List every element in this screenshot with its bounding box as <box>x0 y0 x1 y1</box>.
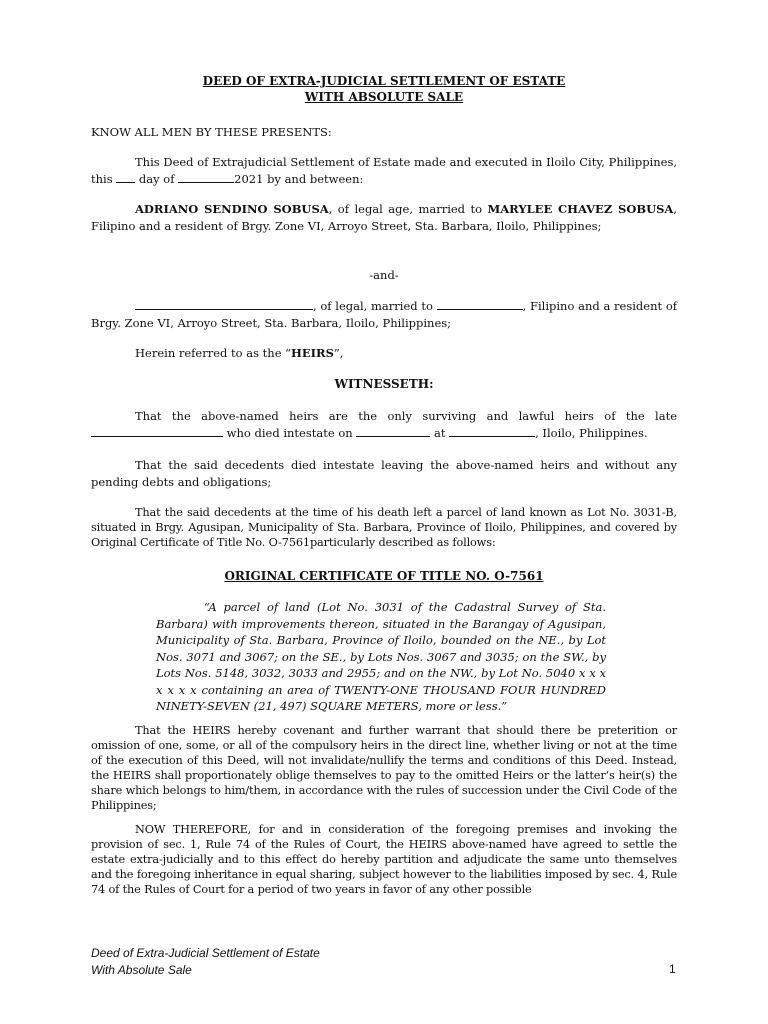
party1-paragraph <box>91 201 677 234</box>
heirs-reference <box>91 345 677 362</box>
document-title-line1: DEED OF EXTRA-JUDICIAL SETTLEMENT OF ESTATE <box>202 74 566 88</box>
witnesseth-heading: WITNESSETH: <box>334 377 434 391</box>
heirs-text-a: Herein referred to as the “ <box>135 346 292 360</box>
paragraph-heirs-of-late <box>91 408 677 441</box>
paragraph-now-therefore: NOW THEREFORE, for and in consideration of the foregoing premises and invoking the provision of sec. 1, Rule 74 of the Rules of Court, the HEIRS above-named have agreed to settle the estate extra-judicially and to this effect do hereby partition and adjudicate the same unto themselves and the foregoing inheritance in equal sharing, subject however to the liabilities imposed by sec. 4, Rule 74 of the Rules of Court for a period of two years in favor of any other possible <box>91 823 677 896</box>
party2-name-blank <box>135 298 313 310</box>
footer-title-line2: With Absolute Sale <box>91 963 192 977</box>
paragraph-parcel-of-land: That the said decedents at the time of his death left a parcel of land known as Lot No. 3031-B, situated in Brgy. Agusipan, Municipality of Sta. Barbara, Province of Iloilo, Philippines, and covered by Original Certificate of Title No. O-7561particularly described as follows: <box>91 506 677 549</box>
opening-clause: KNOW ALL MEN BY THESE PRESENTS: <box>91 125 332 139</box>
month-blank <box>178 171 234 183</box>
p1-text-b: who died intestate on <box>223 425 357 440</box>
intro-paragraph <box>91 154 677 187</box>
intro-text-a: This Deed of Extrajudicial Settlement of Estate made and executed in Iloilo City, Philippines, this <box>91 155 677 186</box>
party2-spouse-blank <box>437 298 523 310</box>
party1-text-a: , of legal age, married to <box>328 202 488 216</box>
party2-paragraph <box>91 298 677 331</box>
party1-name: ADRIANO SENDINO SOBUSA <box>135 202 329 216</box>
document-title-line2: WITH ABSOLUTE SALE <box>304 90 464 104</box>
and-separator: -and- <box>369 268 399 282</box>
oct-heading: ORIGINAL CERTIFICATE OF TITLE NO. O-7561 <box>224 569 544 583</box>
party2-text-a: , of legal, married to <box>313 299 437 313</box>
quote-area: TWENTY-ONE THOUSAND FOUR HUNDRED NINETY-SEVEN (21, 497) SQUARE METERS <box>156 682 606 713</box>
quote-text-c: , more or less.” <box>418 699 508 713</box>
party1-spouse: MARYLEE CHAVEZ SOBUSA <box>487 202 674 216</box>
party2-text-b: , Filipino and a resident of Brgy. Zone VI, Arroyo Street, Sta. Barbara, Iloilo, Philippines; <box>91 299 677 330</box>
p1-text-d: , Iloilo, Philippines. <box>535 425 648 440</box>
footer-title-line1: Deed of Extra-Judicial Settlement of Estate <box>91 946 320 960</box>
property-description-quote <box>156 599 606 715</box>
death-date-blank <box>356 425 430 437</box>
page-number: 1 <box>669 962 676 976</box>
quote-text-a: “A parcel of land (Lot No. 3031 of the Cadastral Survey of Sta. Barbara) with improvements thereon, situated in the Barangay of Agusipan, Municipality of Sta. Barbara, Province of Iloilo, bounded on the NE., by Lot Nos. 3071 and 3067; on the SE., by Lots Nos. 3067 and 3035; on the SW., by Lots Nos. 5148, 3032, 3033 and 2955; and on the NW., by Lot No. 5040 x x x x x x x containing an area of <box>156 600 606 697</box>
p1-text-c: at <box>430 425 450 440</box>
heirs-text-c: ”, <box>333 346 344 360</box>
paragraph-preterition: That the HEIRS hereby covenant and further warrant that should there be preterition or omission of one, some, or all of the compulsory heirs in the direct line, whether living or not at the time of the execution of this Deed, will not invalidate/nullify the terms and conditions of this Deed. Instead, the HEIRS shall proportionately oblige themselves to pay to the omitted Heirs or the latter’s heir(s) the share which belongs to him/them, in accordance with the rules of succession under the Civil Code of the Philippines; <box>91 724 677 812</box>
heirs-term: HEIRS <box>291 346 334 360</box>
paragraph-died-intestate: That the said decedents died intestate leaving the above-named heirs and without any pending debts and obligations; <box>91 458 677 489</box>
place-blank <box>449 425 535 437</box>
intro-text-c: 2021 by and between: <box>234 171 364 186</box>
party1-text-b: , Filipino and a resident of Brgy. Zone VI, Arroyo Street, Sta. Barbara, Iloilo, Philippines; <box>91 202 677 233</box>
p1-text-a: That the above-named heirs are the only surviving and lawful heirs of the late <box>135 409 677 423</box>
intro-text-b: day of <box>135 171 179 186</box>
decedent-blank <box>91 425 223 437</box>
day-blank <box>116 171 135 183</box>
